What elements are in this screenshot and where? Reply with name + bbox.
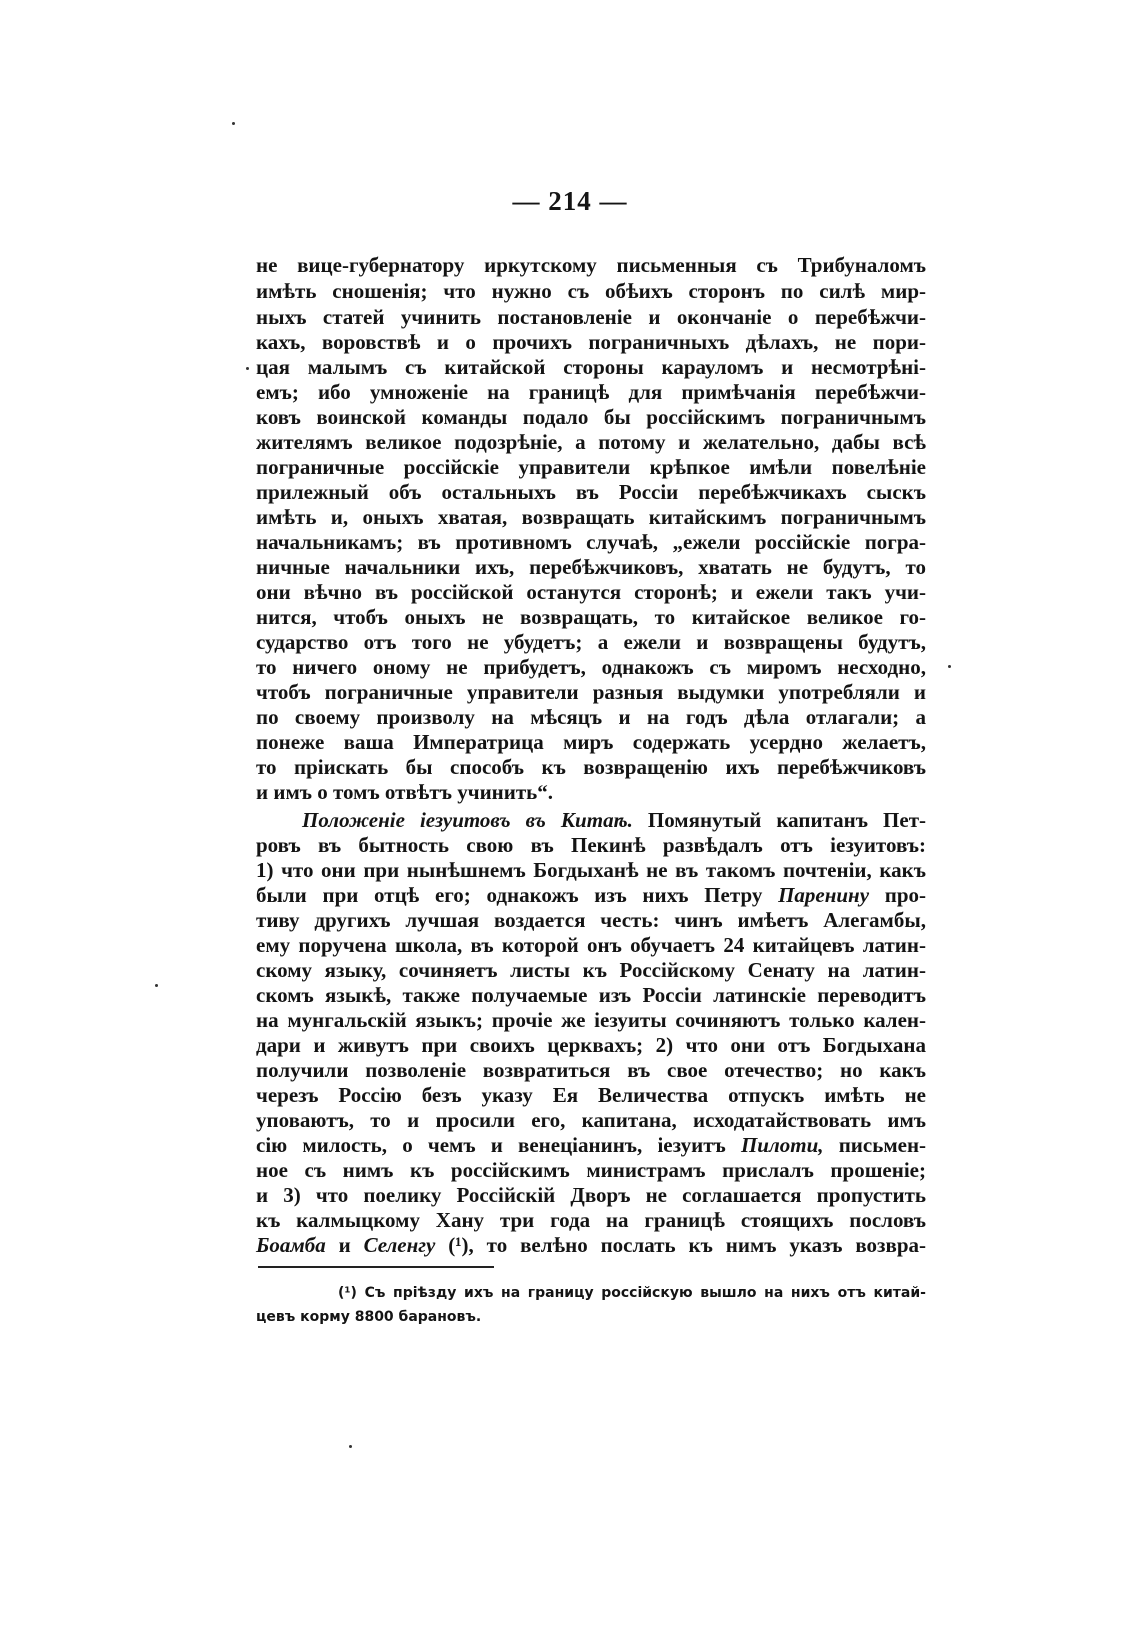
text-fragment: про-: [884, 883, 927, 907]
text-line: понеже ваша Императрица миръ содержать усердно желаетъ,: [256, 730, 926, 754]
text-line: то ничего оному не прибудетъ, однакожъ съ миромъ несходно,: [256, 655, 926, 679]
section-heading: Положеніе іезуитовъ въ Китаѣ.: [302, 808, 633, 832]
text-line: ничные начальники ихъ, перебѣжчиковъ, хватать не будутъ, то: [256, 555, 926, 579]
scan-speck: [349, 1445, 352, 1448]
text-line: къ калмыцкому Хану три года на границѣ стоящихъ пословъ: [256, 1208, 926, 1232]
text-line: чтобъ пограничные управители разныя выдумки употребляли и: [256, 680, 926, 704]
name-selengu: Селенгу: [363, 1233, 436, 1257]
text-line: скомъ языкѣ, также получаемые изъ Россіи латинскіе переводитъ: [256, 983, 926, 1007]
text-fragment: Помянутый капитанъ Пет-: [647, 808, 926, 832]
name-parenin: Паренину: [778, 883, 870, 907]
scan-speck: [232, 122, 235, 125]
text-line: ему поручена школа, въ которой онъ обучаетъ 24 китайцевъ латин-: [256, 933, 926, 957]
footnote-line: цевъ корму 8800 барановъ.: [256, 1309, 482, 1325]
text-line: имѣть сношенія; что нужно съ обѣихъ сторонъ по силѣ мир-: [256, 279, 926, 303]
text-line: по своему произволу на мѣсяцъ и на годъ дѣла отлагали; а: [256, 705, 926, 729]
text-line: 1) что они при нынѣшнемъ Богдыханѣ не въ такомъ почтеніи, какъ: [256, 858, 926, 882]
text-line: ковъ воинской команды подало бы россійскимъ пограничнымъ: [256, 405, 926, 429]
text-line: нится, чтобъ оныхъ не возвращать, то китайское великое го-: [256, 605, 926, 629]
text-line: скому языку, сочиняетъ листы къ Россійскому Сенату на латин-: [256, 958, 926, 982]
text-line: получили позволеніе возвратиться въ свое отечество; но какъ: [256, 1058, 926, 1082]
text-line: ныхъ статей учинить постановленіе и окончаніе о перебѣжчи-: [256, 305, 926, 329]
text-fragment: были при отцѣ его; однакожъ изъ нихъ Петру: [256, 883, 763, 907]
footnote-divider: [258, 1266, 494, 1268]
footnote-line: (¹) Съ пріѣзду ихъ на границу россійскую вышло на нихъ отъ китай-: [338, 1285, 926, 1301]
text-line: [256, 883, 926, 907]
text-fragment: то велѣно послать къ нимъ указъ возвра-: [486, 1233, 927, 1257]
text-line: уповаютъ, то и просили его, капитана, исходатайствовать имъ: [256, 1108, 926, 1132]
text-line: начальникамъ; въ противномъ случаѣ, „ежели россійскіе погра-: [256, 530, 926, 554]
text-line: прилежный объ остальныхъ въ Россіи перебѣжчикахъ сыскъ: [256, 480, 926, 504]
text-line: цая малымъ съ китайской стороны карауломъ и несмотрѣні-: [256, 355, 926, 379]
text-line: тиву другихъ лучшая воздается честь: чинъ имѣетъ Алегамбы,: [256, 908, 926, 932]
text-fragment: и: [338, 1233, 351, 1257]
text-line: и имъ о томъ отвѣтъ учинить“.: [256, 780, 554, 804]
text-line: пограничные россійскіе управители крѣпкое имѣли повелѣніе: [256, 455, 926, 479]
text-line: черезъ Россію безъ указу Ея Величества отпускъ имѣть не: [256, 1083, 926, 1107]
scan-speck: [246, 367, 249, 370]
scan-speck: [948, 665, 951, 668]
name-boamba: Боамба: [256, 1233, 326, 1257]
text-fragment: письмен-: [838, 1133, 927, 1157]
scan-speck: [155, 984, 158, 987]
section-first-line: [302, 808, 926, 832]
text-line: сударство отъ того не убудетъ; а ежели и возвращены будутъ,: [256, 630, 926, 654]
text-line: [256, 1133, 926, 1157]
text-line: емъ; ибо умноженіе на границѣ для примѣчанія перебѣжчи-: [256, 380, 926, 404]
text-line: жителямъ великое подозрѣніе, а потому и желательно, дабы всѣ: [256, 430, 926, 454]
text-line: дари и живутъ при своихъ церквахъ; 2) что они отъ Богдыхана: [256, 1033, 926, 1057]
text-fragment: сію милость, о чемъ и венеціанинъ, іезуитъ: [256, 1133, 726, 1157]
text-line: ровъ въ бытность свою въ Пекинѣ развѣдалъ отъ іезуитовъ:: [256, 833, 926, 857]
text-line: на мунгальскій языкъ; прочіе же іезуиты сочиняютъ только кален-: [256, 1008, 926, 1032]
text-line: они вѣчно въ россійской останутся сторонѣ; и ежели такъ учи-: [256, 580, 926, 604]
name-piloti: Пилоти,: [740, 1133, 824, 1157]
text-line: не вице-губернатору иркутскому письменныя съ Трибуналомъ: [256, 253, 926, 277]
text-line: и 3) что поелику Россійскій Дворъ не соглашается пропустить: [256, 1183, 926, 1207]
text-line: имѣть и, оныхъ хватая, возвращать китайскимъ пограничнымъ: [256, 505, 926, 529]
page-number: — 214 —: [512, 186, 628, 216]
text-line: то пріискать бы способъ къ возвращенію ихъ перебѣжчиковъ: [256, 755, 926, 779]
text-line: кахъ, воровствѣ и о прочихъ пограничныхъ дѣлахъ, не пори-: [256, 330, 926, 354]
text-line: ное съ нимъ къ россійскимъ министрамъ прислалъ прошеніе;: [256, 1158, 926, 1182]
footnote-ref: (¹),: [448, 1233, 474, 1257]
text-line: [256, 1233, 926, 1257]
